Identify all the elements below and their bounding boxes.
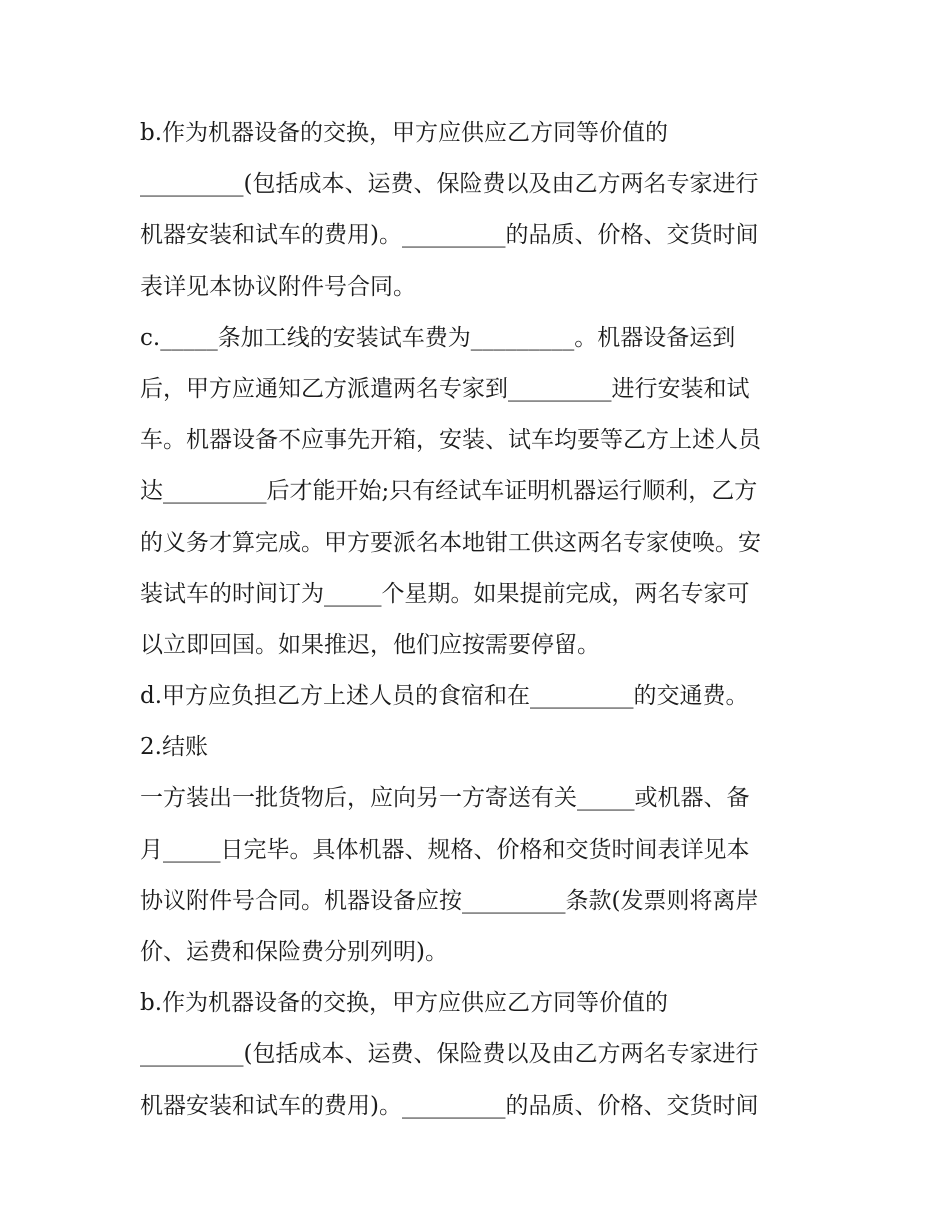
text-line-5: c._____条加工线的安装试车费为_________。机器设备运到 <box>140 324 736 351</box>
text-line-9: 的义务才算完成。甲方要派名本地钳工供这两名专家使唤。安 <box>140 529 761 556</box>
text-line-8: 达_________后才能开始;只有经试车证明机器运行顺利，乙方 <box>140 478 758 505</box>
text-line-2: _________(包括成本、运费、保险费以及由乙方两名专家进行 <box>140 171 759 198</box>
text-line-6: 后，甲方应通知乙方派遣两名专家到_________进行安装和试 <box>140 375 750 402</box>
text-line-20: 机器安装和试车的费用)。_________的品质、价格、交货时间 <box>140 1092 759 1119</box>
text-line-12: d.甲方应负担乙方上述人员的食宿和在_________的交通费。 <box>140 683 749 710</box>
contract-text-body <box>140 108 820 1132</box>
text-line-7: 车。机器设备不应事先开箱，安装、试车均要等乙方上述人员 <box>140 427 761 454</box>
section-heading: 2.结账 <box>140 734 208 761</box>
text-line-1: b.作为机器设备的交换，甲方应供应乙方同等价值的 <box>140 120 669 146</box>
text-line-4: 表详见本协议附件号合同。 <box>140 273 416 300</box>
text-line-14: 一方装出一批货物后，应向另一方寄送有关_____或机器、备 <box>140 785 750 812</box>
text-line-10: 装试车的时间订为_____个星期。如果提前完成，两名专家可 <box>140 580 750 607</box>
text-line-15: 月_____日完毕。具体机器、规格、价格和交货时间表详见本 <box>140 836 750 863</box>
text-line-16: 协议附件号合同。机器设备应按_________条款(发票则将离岸 <box>140 887 759 914</box>
text-line-17: 价、运费和保险费分别列明)。 <box>140 939 448 965</box>
text-line-18: b.作为机器设备的交换，甲方应供应乙方同等价值的 <box>140 990 669 1017</box>
text-line-3: 机器安装和试车的费用)。_________的品质、价格、交货时间 <box>140 222 759 249</box>
text-line-19: _________(包括成本、运费、保险费以及由乙方两名专家进行 <box>140 1041 759 1068</box>
text-line-11: 以立即回国。如果推迟，他们应按需要停留。 <box>140 631 600 658</box>
